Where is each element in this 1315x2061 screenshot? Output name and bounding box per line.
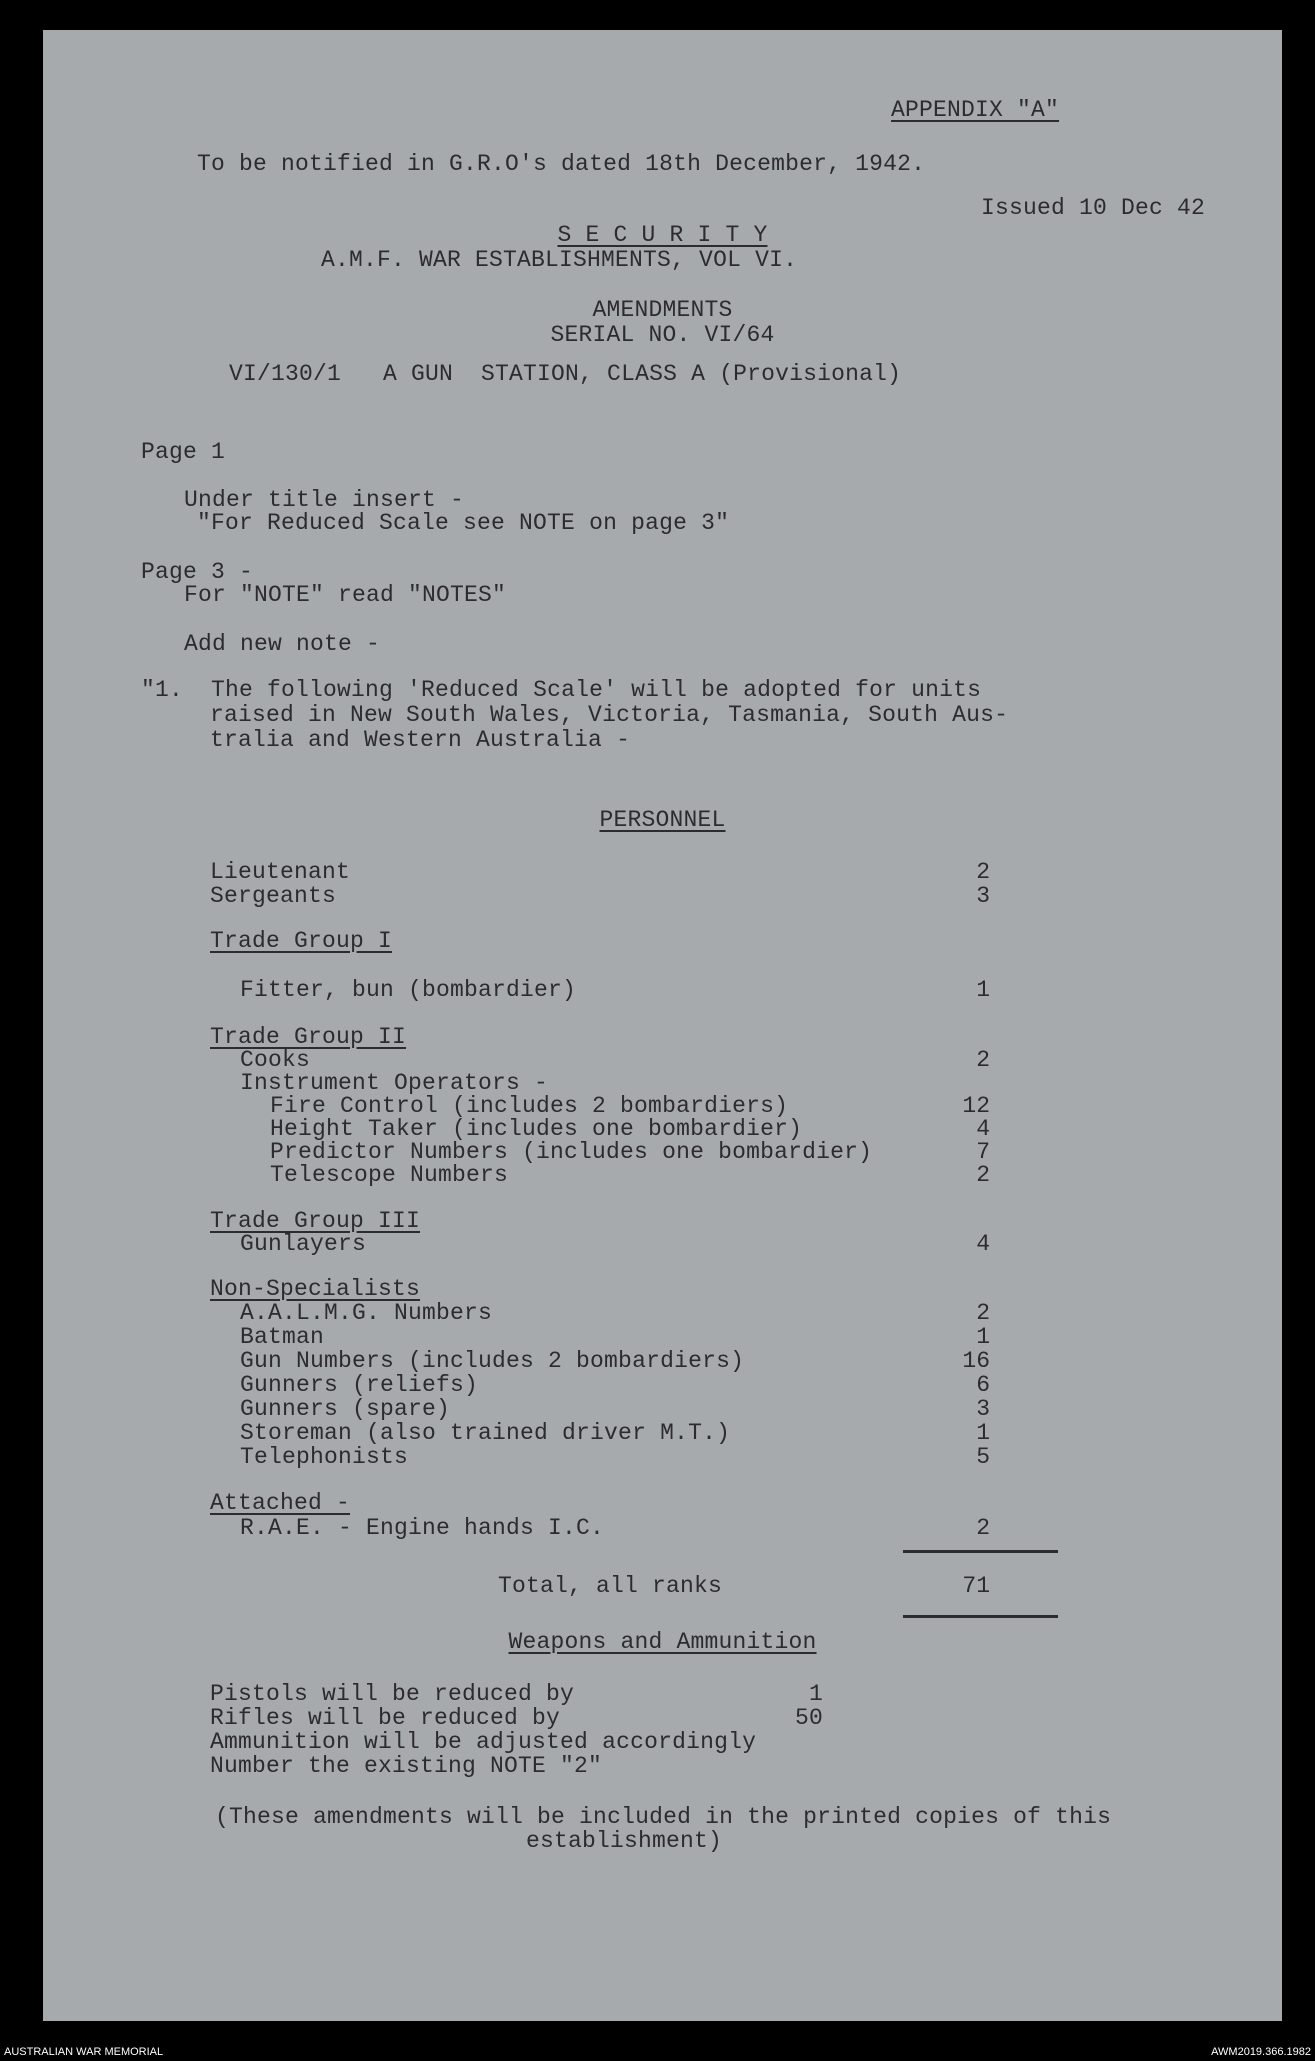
- gunners-spare-label: Gunners (spare): [240, 1396, 451, 1422]
- aalmg-count: 2: [976, 1300, 990, 1326]
- cooks-count: 2: [976, 1047, 990, 1073]
- total-label: Total, all ranks: [498, 1573, 723, 1599]
- trade-group-1-heading: Trade Group I: [210, 928, 393, 954]
- gunners-spare-count: 3: [976, 1396, 990, 1422]
- closing-line-2: establishment): [526, 1828, 723, 1854]
- fire-control-label: Fire Control (includes 2 bombardiers): [270, 1093, 789, 1119]
- ammunition-line: Ammunition will be adjusted accordingly: [210, 1729, 757, 1755]
- total-rule-bottom: [903, 1615, 1058, 1618]
- fitter-label: Fitter, bun (bombardier): [240, 977, 577, 1003]
- gunners-reliefs-label: Gunners (reliefs): [240, 1372, 479, 1398]
- gunners-reliefs-count: 6: [976, 1372, 990, 1398]
- rae-count: 2: [976, 1515, 990, 1541]
- amendments-line: AMENDMENTS: [592, 297, 733, 323]
- footer-accession: AWM2019.366.1982: [1211, 2046, 1311, 2058]
- fitter-count: 1: [976, 977, 990, 1003]
- batman-label: Batman: [240, 1324, 325, 1350]
- telescope-label: Telescope Numbers: [270, 1162, 509, 1188]
- station-line: VI/130/1 A GUN STATION, CLASS A (Provisional): [229, 361, 902, 387]
- establishments-line: A.M.F. WAR ESTABLISHMENTS, VOL VI.: [321, 247, 798, 273]
- rifles-label: Rifles will be reduced by: [210, 1705, 561, 1731]
- under-title-line-2: "For Reduced Scale see NOTE on page 3": [197, 510, 730, 536]
- cooks-label: Cooks: [240, 1047, 311, 1073]
- predictor-label: Predictor Numbers (includes one bombardier): [270, 1139, 873, 1165]
- rae-label: R.A.E. - Engine hands I.C.: [240, 1515, 605, 1541]
- pistols-label: Pistols will be reduced by: [210, 1681, 575, 1707]
- height-taker-count: 4: [976, 1116, 990, 1142]
- telephonists-count: 5: [976, 1444, 990, 1470]
- security-heading: S E C U R I T Y: [557, 222, 768, 248]
- appendix-heading: APPENDIX "A": [891, 97, 1060, 123]
- closing-line-1: (These amendments will be included in the printed copies of this: [215, 1804, 1112, 1830]
- sergeants-label: Sergeants: [210, 883, 337, 909]
- storeman-label: Storeman (also trained driver M.T.): [240, 1420, 731, 1446]
- gunlayers-label: Gunlayers: [240, 1231, 367, 1257]
- note-1-line-a: "1. The following 'Reduced Scale' will be adopted for units: [141, 677, 982, 703]
- storeman-count: 1: [976, 1420, 990, 1446]
- attached-heading: Attached -: [210, 1490, 351, 1516]
- weapons-heading: Weapons and Ammunition: [508, 1629, 817, 1655]
- telescope-count: 2: [976, 1162, 990, 1188]
- issued-date: Issued 10 Dec 42: [981, 195, 1206, 221]
- page-3-label: Page 3 -: [141, 559, 254, 585]
- pistols-count: 1: [808, 1681, 823, 1707]
- height-taker-label: Height Taker (includes one bombardier): [270, 1116, 803, 1142]
- batman-count: 1: [976, 1324, 990, 1350]
- lieutenant-count: 2: [976, 859, 990, 885]
- instrument-operators-label: Instrument Operators -: [240, 1070, 549, 1096]
- rifles-count: 50: [794, 1705, 823, 1731]
- serial-line: SERIAL NO. VI/64: [550, 322, 775, 348]
- non-specialists-heading: Non-Specialists: [210, 1276, 421, 1302]
- sergeants-count: 3: [976, 883, 990, 909]
- number-note-line: Number the existing NOTE "2": [210, 1753, 603, 1779]
- document-page: [43, 30, 1282, 2021]
- notified-line: To be notified in G.R.O's dated 18th December, 1942.: [197, 151, 926, 177]
- total-rule-top: [903, 1550, 1058, 1553]
- gun-numbers-label: Gun Numbers (includes 2 bombardiers): [240, 1348, 745, 1374]
- predictor-count: 7: [976, 1139, 990, 1165]
- add-note-line: Add new note -: [184, 631, 381, 657]
- trade-group-2-heading: Trade Group II: [210, 1024, 407, 1050]
- note-1-line-b: raised in New South Wales, Victoria, Tasmania, South Aus-: [210, 702, 1009, 728]
- personnel-heading: PERSONNEL: [599, 807, 726, 833]
- trade-group-3-heading: Trade Group III: [210, 1208, 421, 1234]
- page-1-label: Page 1: [141, 439, 226, 465]
- for-note-line: For "NOTE" read "NOTES": [184, 582, 507, 608]
- telephonists-label: Telephonists: [240, 1444, 409, 1470]
- total-count: 71: [962, 1573, 990, 1599]
- gunlayers-count: 4: [976, 1231, 990, 1257]
- under-title-line-1: Under title insert -: [184, 487, 465, 513]
- aalmg-label: A.A.L.M.G. Numbers: [240, 1300, 493, 1326]
- footer-credit: AUSTRALIAN WAR MEMORIAL: [4, 2046, 164, 2058]
- lieutenant-label: Lieutenant: [210, 859, 351, 885]
- fire-control-count: 12: [962, 1093, 990, 1119]
- note-1-line-c: tralia and Western Australia -: [210, 727, 631, 753]
- gun-numbers-count: 16: [962, 1348, 990, 1374]
